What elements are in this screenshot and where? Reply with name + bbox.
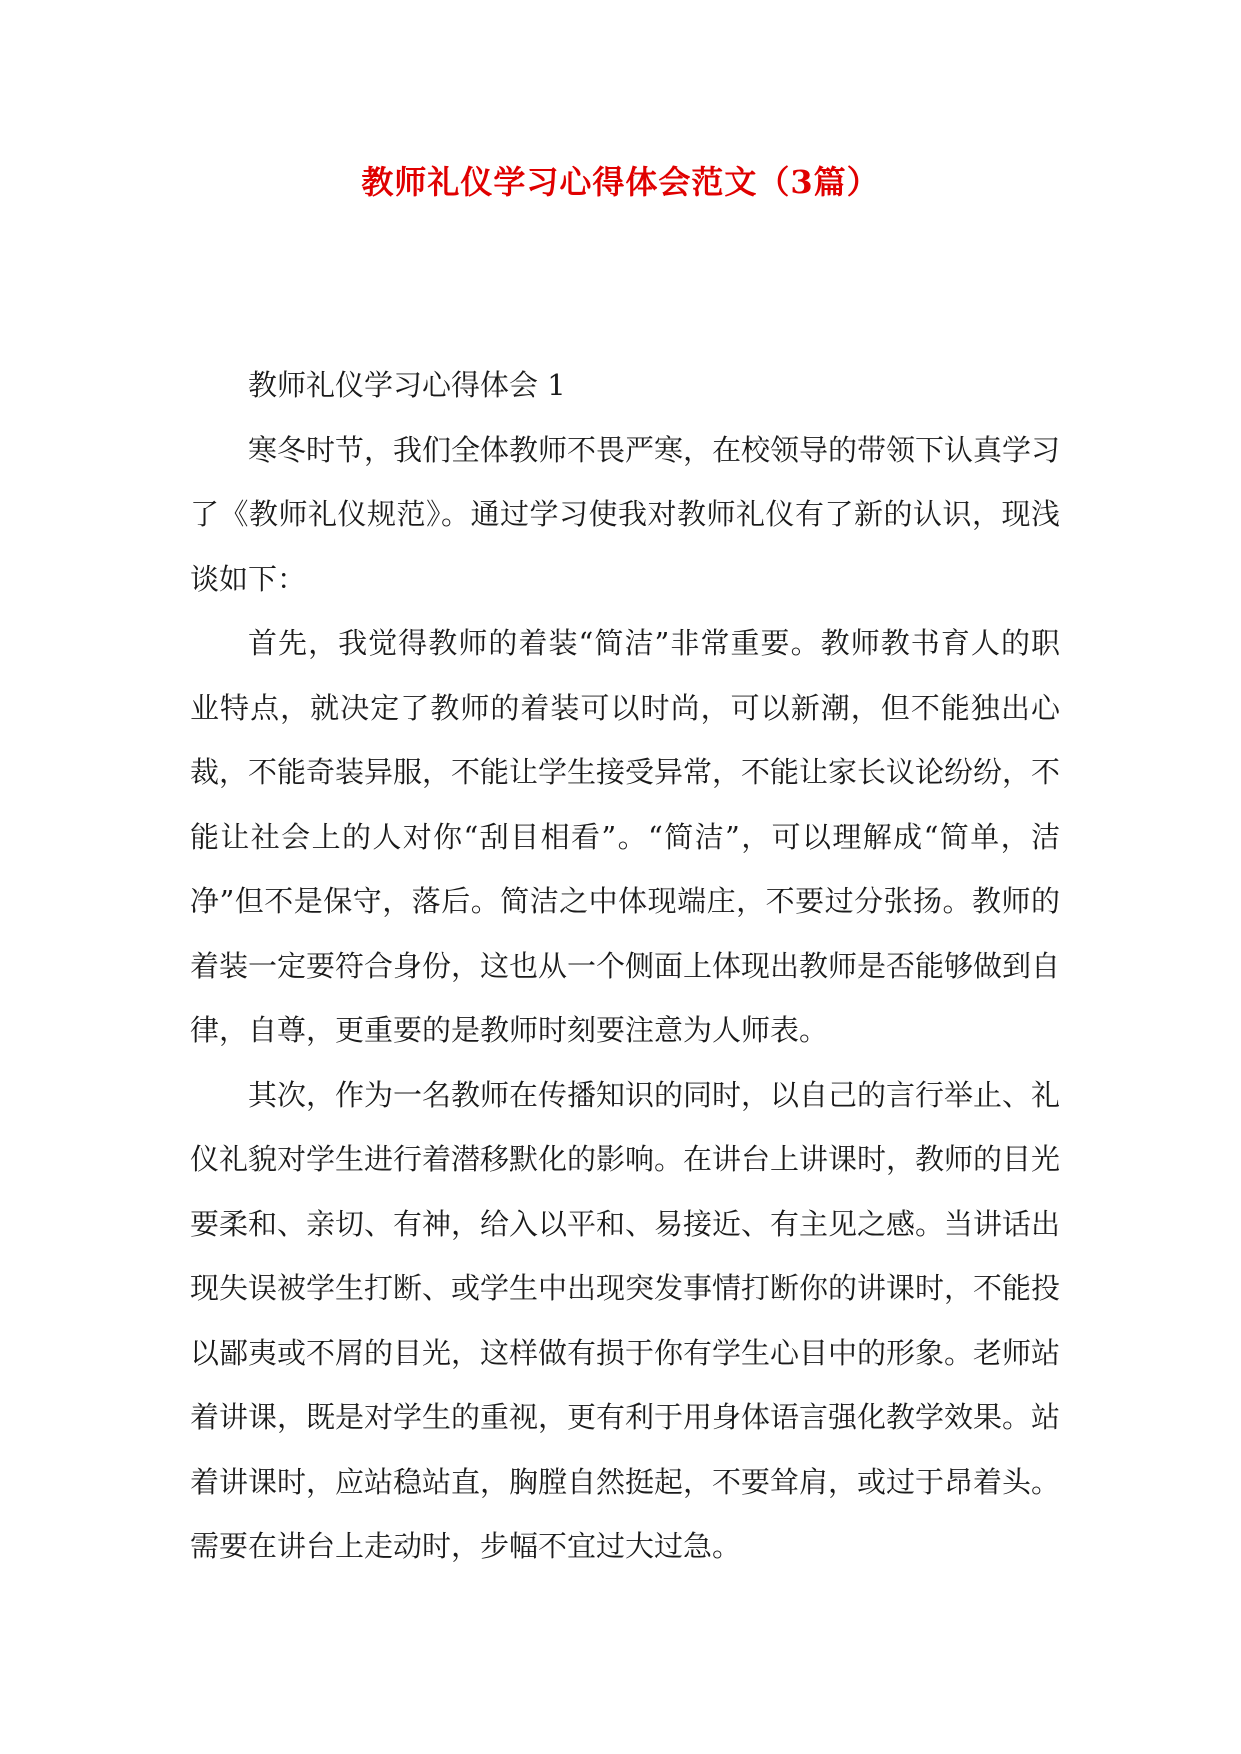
document-body: [190, 353, 1060, 1579]
section-heading: 教师礼仪学习心得体会 1: [248, 368, 566, 402]
paragraph-3: 其次，作为一名教师在传播知识的同时，以自己的言行举止、礼仪礼貌对学生进行着潜移默化的影响。在讲台上讲课时，教师的目光要柔和、亲切、有神，给入以平和、易接近、有主见之感。当讲话出现失误被学生打断、或学生中出现突发事情打断你的讲课时，不能投以鄙夷或不屑的目光，这样做有损于你有学生心目中的形象。老师站着讲课，既是对学生的重视，更有利于用身体语言强化教学效果。站着讲课时，应站稳站直，胸膛自然挺起，不要耸肩，或过于昂着头。需要在讲台上走动时，步幅不宜过大过急。: [190, 1077, 1061, 1563]
document-title: 教师礼仪学习心得体会范文（3篇）: [361, 163, 880, 201]
paragraph-2: 首先，我觉得教师的着装“简洁”非常重要。教师教书育人的职业特点，就决定了教师的着装可以时尚，可以新潮，但不能独出心裁，不能奇装异服，不能让学生接受异常，不能让家长议论纷纷，不能让社会上的人对你“刮目相看”。“简洁”，可以理解成“简单，洁净”但不是保守，落后。简洁之中体现端庄，不要过分张扬。教师的着装一定要符合身份，这也从一个侧面上体现出教师是否能够做到自律，自尊，更重要的是教师时刻要注意为人师表。: [190, 626, 1061, 1047]
paragraph-1: 寒冬时节，我们全体教师不畏严寒，在校领导的带领下认真学习了《教师礼仪规范》。通过学习使我对教师礼仪有了新的认识，现浅谈如下：: [190, 432, 1061, 596]
